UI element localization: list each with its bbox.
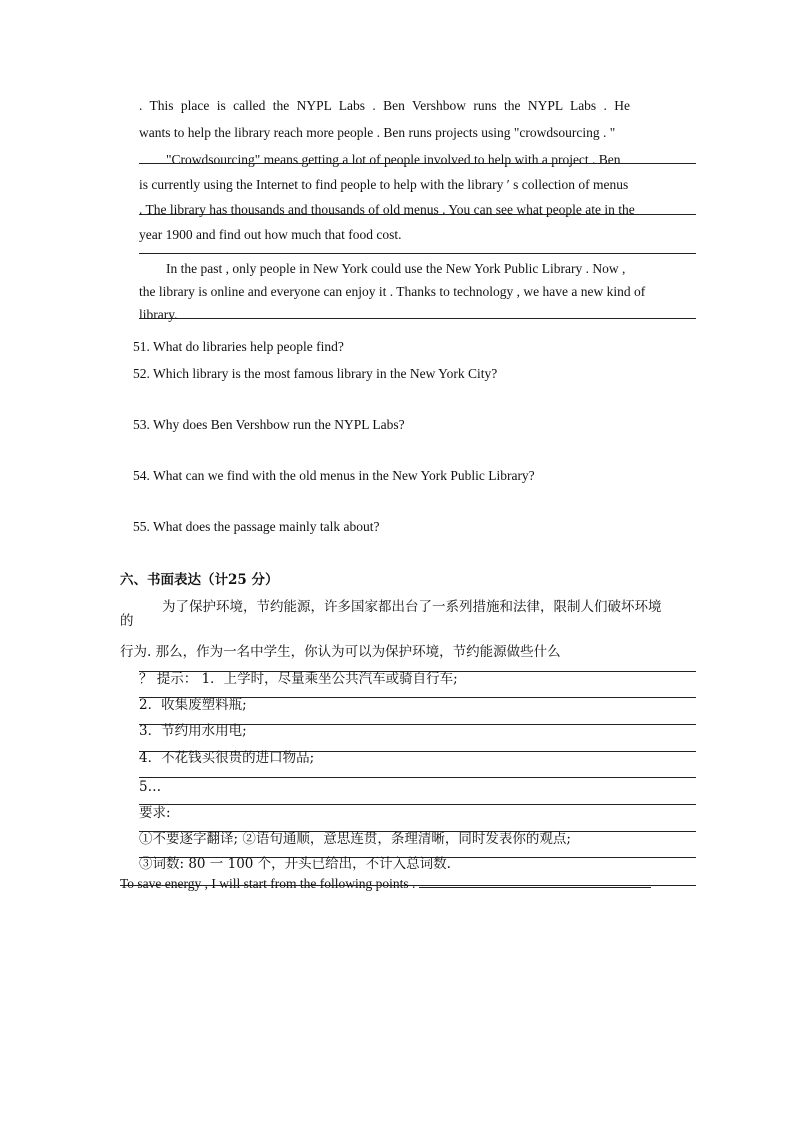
underline-rule: [139, 253, 696, 254]
passage-line: year 1900 and find out how much that food cost.: [139, 227, 402, 242]
section-heading: 六、书面表达（计25 分）: [120, 572, 279, 588]
underline-rule: [139, 163, 696, 164]
writing-intro: 的: [120, 613, 134, 629]
underline-rule: [139, 697, 696, 698]
underline-rule: [139, 214, 696, 215]
hint-item: ？ 提示： 1．上学时，尽量乘坐公共汽车或骑自行车;: [139, 671, 458, 687]
passage-line: "Crowdsourcing" means getting a lot of people involved to help with a project . Ben: [166, 152, 621, 167]
question-53: 53. Why does Ben Vershbow run the NYPL Labs?: [133, 417, 405, 432]
question-54: 54. What can we find with the old menus in the New York Public Library?: [133, 468, 535, 483]
underline-rule: [139, 804, 696, 805]
passage-line: the library is online and everyone can enjoy it . Thanks to technology , we have a new kind of: [139, 284, 646, 299]
passage-line: wants to help the library reach more people . Ben runs projects using "crowdsourcing . ": [139, 125, 616, 140]
hint-item: 3．节约用水用电;: [139, 723, 247, 739]
passage-line: . The library has thousands and thousands of old menus . You can see what people ate in the: [139, 202, 635, 217]
requirement-item: ①不要逐字翻译; ②语句通顺，意思连贯，条理清晰，同时发表你的观点;: [139, 831, 571, 847]
underline-rule: [139, 724, 696, 725]
hint-item: 2．收集废塑料瓶;: [139, 697, 247, 713]
underline-rule: [139, 671, 696, 672]
underline-rule: [139, 777, 696, 778]
underline-rule: [139, 318, 696, 319]
question-55: 55. What does the passage mainly talk about?: [133, 519, 380, 534]
writing-intro: 为了保护环境，节约能源，许多国家都出台了一系列措施和法律，限制人们破坏环境: [162, 599, 662, 615]
question-51: 51. What do libraries help people find?: [133, 339, 344, 354]
underline-rule: [120, 885, 696, 886]
hint-item: 5…: [139, 779, 162, 795]
answer-opening-line: [120, 873, 651, 893]
requirement-item: ③词数: 80 一 100 个，开头已给出，不计入总词数.: [139, 856, 451, 872]
passage-line: is currently using the Internet to find people to help with the library ′ s collection of menus: [139, 177, 629, 192]
underline-rule: [139, 751, 696, 752]
passage-line: . This place is called the NYPL Labs . Ben Vershbow runs the NYPL Labs . He: [139, 98, 631, 113]
question-52: 52. Which library is the most famous library in the New York City?: [133, 366, 498, 381]
requirements-label: 要求:: [139, 805, 171, 821]
hint-item: 4．不花钱买很贵的进口物品;: [139, 750, 315, 766]
answer-opening: To save energy , I will start from the following points .: [120, 876, 416, 891]
passage-line: library.: [139, 307, 178, 322]
writing-intro: 行为. 那么，作为一名中学生，你认为可以为保护环境，节约能源做些什么: [120, 644, 561, 660]
passage-line: In the past , only people in New York could use the New York Public Library . Now ,: [166, 261, 626, 276]
